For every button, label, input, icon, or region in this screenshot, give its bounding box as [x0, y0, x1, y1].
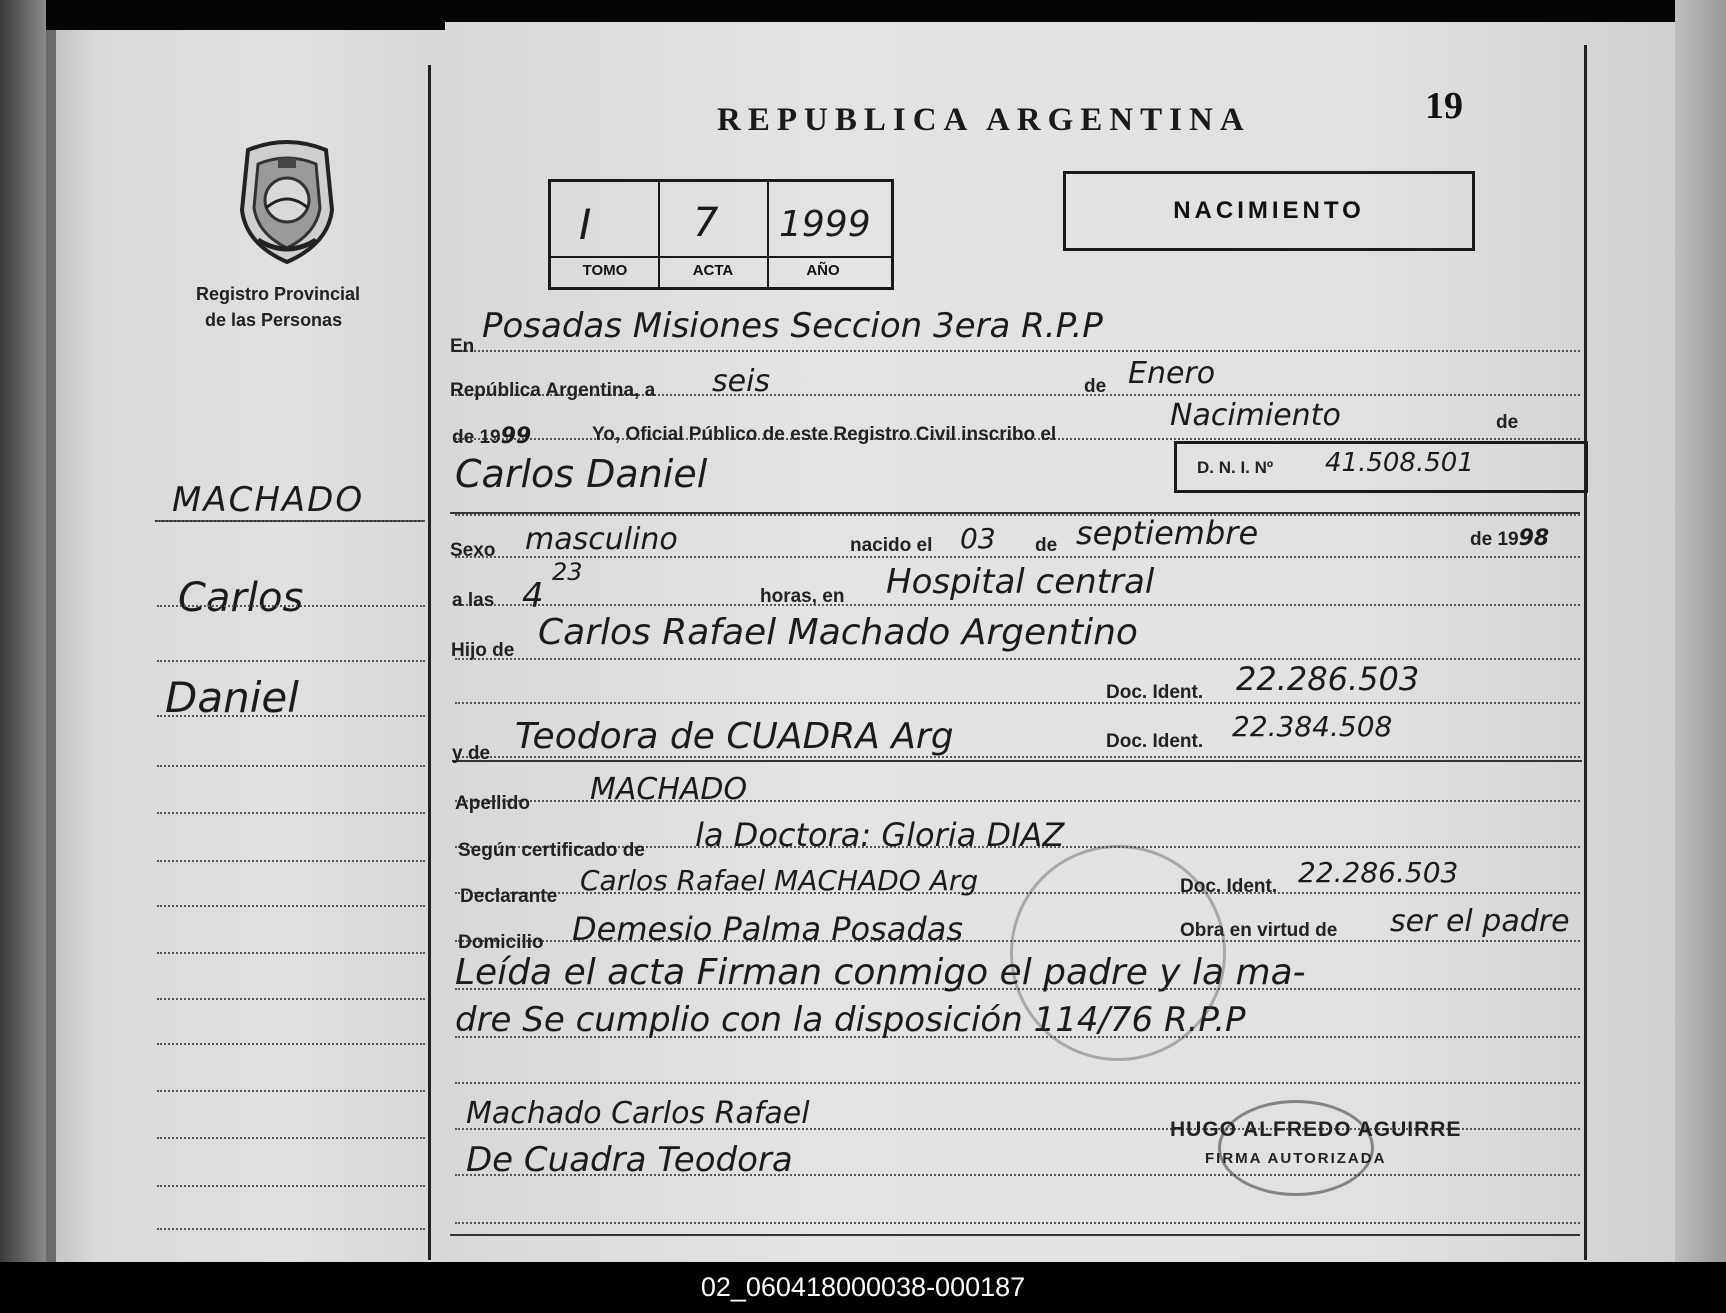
signature-father: Machado Carlos Rafael [466, 1096, 810, 1131]
form-rule [455, 514, 1580, 516]
de-label-3: de [1035, 535, 1058, 556]
form-solid-rule [450, 1234, 1580, 1236]
margin-rule [157, 715, 425, 717]
page-number: 19 [1425, 85, 1463, 127]
margin-rule [157, 1090, 425, 1092]
declarante-label: Declarante [460, 886, 558, 907]
mother-doc: 22.384.508 [1232, 710, 1393, 743]
birth-year: de 1998 [1470, 526, 1550, 551]
surname-value: MACHADO [590, 772, 748, 807]
sex-value: masculino [525, 522, 678, 557]
oficial-text: Yo, Oficial Público de este Registro Civil inscribo el [592, 424, 1057, 445]
horas-label: horas, en [760, 586, 845, 607]
tomo-label: TOMO [582, 262, 628, 279]
margin-rule [157, 660, 425, 662]
record-number-box [548, 179, 894, 290]
dni-box [1174, 441, 1588, 493]
mother-name: Teodora de CUADRA Arg [515, 716, 954, 757]
birth-day: 03 [960, 522, 996, 555]
margin-rule [157, 860, 425, 862]
right-border-line [1584, 45, 1587, 1260]
de-label-1: de [1084, 376, 1107, 397]
form-rule [455, 604, 1580, 606]
signature-mother: De Cuadra Teodora [466, 1140, 793, 1180]
declarant-doc-label: Doc. Ident. [1180, 876, 1278, 897]
child-name: Carlos Daniel [455, 452, 708, 496]
en-label: En [450, 336, 475, 357]
margin-rule [157, 998, 425, 1000]
tomo-value: I [579, 200, 592, 249]
margin-surname: MACHADO [172, 480, 365, 520]
doctor-value: la Doctora: Gloria DIAZ [695, 816, 1065, 854]
document-code-footer: 02_060418000038-000187 [0, 1262, 1726, 1313]
form-rule [455, 702, 1580, 704]
book-spine [46, 30, 56, 1270]
margin-rule [157, 520, 425, 522]
obra-value: ser el padre [1390, 904, 1570, 939]
registry-line2: de las Personas [205, 310, 343, 330]
day-word: seis [712, 364, 771, 399]
form-rule [455, 1222, 1580, 1224]
margin-rule [157, 952, 425, 954]
nacido-label: nacido el [850, 535, 933, 556]
margin-rule [157, 1185, 425, 1187]
notes-line-1: Leída el acta Firman conmigo el padre y la ma- [455, 952, 1306, 993]
official-role: FIRMA AUTORIZADA [1205, 1150, 1387, 1167]
form-rule [455, 350, 1580, 352]
republica-label: República Argentina, a [450, 380, 656, 401]
father-doc-label: Doc. Ident. [1106, 682, 1204, 703]
father-doc: 22.286.503 [1236, 660, 1420, 698]
coat-of-arms-icon [228, 140, 346, 271]
margin-rule [157, 1228, 425, 1230]
margin-rule [157, 605, 425, 607]
minutes-value: 23 [552, 558, 583, 586]
de-label-2: de [1496, 412, 1519, 433]
hour-value: 4 [522, 576, 544, 616]
yde-label: y de [452, 743, 491, 764]
ano-label: AÑO [806, 262, 840, 279]
acta-label: ACTA [692, 262, 734, 279]
record-type: NACIMIENTO [1173, 197, 1365, 224]
margin-rule [157, 1043, 425, 1045]
segun-label: Según certificado de [458, 840, 645, 861]
apellido-label: Apellido [455, 793, 530, 814]
official-name: HUGO ALFREDO AGUIRRE [1170, 1118, 1462, 1141]
obra-label: Obra en virtud de [1180, 920, 1338, 941]
alas-label: a las [452, 590, 495, 611]
page-title: REPUBLICA ARGENTINA [717, 102, 1251, 138]
domicilio-label: Domicilio [458, 932, 544, 953]
margin-rule [157, 812, 425, 814]
record-type-box [1063, 171, 1475, 251]
year-prefix: de 1999 [452, 424, 532, 449]
form-solid-rule [452, 760, 1582, 762]
form-solid-rule [450, 512, 1580, 514]
margin-second-name: Daniel [165, 673, 299, 722]
margin-rule [157, 905, 425, 907]
hijo-label: Hijo de [451, 640, 515, 661]
margin-rule [157, 1137, 425, 1139]
dni-value: 41.508.501 [1325, 448, 1474, 478]
registry-line1: Registro Provincial [196, 284, 361, 304]
declarant-value: Carlos Rafael MACHADO Arg [580, 864, 979, 897]
birth-month: septiembre [1076, 514, 1259, 552]
official-seal-stamp [1010, 845, 1226, 1061]
declarant-doc: 22.286.503 [1298, 856, 1459, 889]
event-value: Nacimiento [1170, 398, 1341, 433]
signature-flourish [1218, 1100, 1374, 1196]
book-right-edge [1675, 0, 1726, 1313]
sexo-label: Sexo [450, 540, 496, 561]
mother-doc-label: Doc. Ident. [1106, 731, 1204, 752]
month-value: Enero [1128, 356, 1216, 391]
birth-place: Hospital central [886, 562, 1155, 602]
notes-line-2: dre Se cumplio con la disposición 114/76 R.P.P [455, 1000, 1246, 1040]
form-rule [455, 1082, 1580, 1084]
margin-first-name: Carlos [178, 575, 304, 621]
address-value: Demesio Palma Posadas [572, 910, 963, 948]
book-left-edge [0, 0, 46, 1313]
margin-rule [157, 765, 425, 767]
ano-value: 1999 [779, 204, 871, 245]
acta-value: 7 [693, 200, 719, 246]
place-value: Posadas Misiones Seccion 3era R.P.P [482, 306, 1103, 346]
dni-label: D. N. I. Nº [1197, 458, 1274, 477]
father-name: Carlos Rafael Machado Argentino [538, 612, 1138, 653]
margin-column-line [428, 65, 431, 1260]
